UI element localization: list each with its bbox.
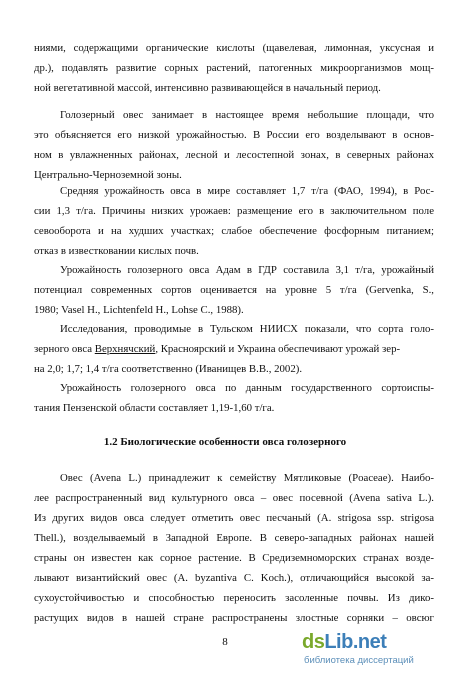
- text-fragment: , Красноярский и Украина обеспечивают урожай зер-: [155, 343, 401, 355]
- page-number: 8: [222, 636, 228, 648]
- text-line: Из других видов овса следует отметить овес песчаный (A. strigosa ssp. strigosa: [34, 512, 434, 524]
- watermark[interactable]: [302, 631, 448, 671]
- text-line: [34, 343, 434, 355]
- text-line: ниями, содержащими органические кислоты (щавелевая, лимонная, уксусная и: [34, 42, 434, 54]
- watermark-logo-lib: Lib.net: [324, 631, 387, 653]
- text-line: сии 1,3 т/га. Причины низких урожаев: размещение его в заключительном поле: [34, 205, 434, 217]
- watermark-logo-ds: ds: [302, 631, 325, 653]
- watermark-logo: [302, 631, 386, 654]
- text-line: Урожайность голозерного овса Адам в ГДР составила 3,1 т/га, урожайный: [60, 264, 434, 276]
- text-line: сухоустойчивостью и способностью переносить засоленные почвы. Из дико-: [34, 592, 434, 604]
- text-line: это объясняется его низкой урожайностью. В России его возделывают в основ-: [34, 129, 434, 141]
- text-line: растущих видов в нашей стране распространены злостные сорняки – овсюг: [34, 612, 434, 624]
- text-line: севооборота и на худших участках; слабое обеспечение фосфорным питанием;: [34, 225, 434, 237]
- text-line: на 2,0; 1,7; 1,4 т/га соответственно (Иванищев В.В., 2002).: [34, 363, 303, 375]
- text-line: потенциал современных сортов оценивается на уровне 5 т/га (Gervenka, S.,: [34, 284, 434, 296]
- text-line: др.), подавлять развитие сорных растений, патогенных микроорганизмов мощ-: [34, 62, 434, 74]
- text-line: Центрально-Черноземной зоны.: [34, 169, 182, 181]
- section-heading: 1.2 Биологические особенности овса голозерного: [103, 436, 347, 448]
- text-line: ной вегетативной массой, интенсивно развивающейся в начальный период.: [34, 82, 381, 94]
- text-line: 1980; Vasel H., Lichtenfeld H., Lohse C., 1988).: [34, 304, 244, 316]
- text-line: лывают византийский овес (A. byzantiva C. Koch.), отличающийся высокой за-: [34, 572, 434, 584]
- text-line: Средняя урожайность овса в мире составляет 1,7 т/га (ФАО, 1994), в Рос-: [60, 185, 434, 197]
- text-line: Урожайность голозерного овса по данным государственного сортоиспы-: [60, 382, 434, 394]
- text-line: Овес (Avena L.) принадлежит к семейству Мятликовые (Poaceae). Наибо-: [60, 472, 434, 484]
- text-line: лее распространенный вид культурного овса – овес посевной (Avena sativa L.).: [34, 492, 434, 504]
- text-line: отказ в известковании кислых почв.: [34, 245, 199, 257]
- text-line: тания Пензенской области составляет 1,19-1,60 т/га.: [34, 402, 275, 414]
- text-fragment: зерного овса: [34, 343, 93, 355]
- text-line: ном в увлажненных районах, лесной и лесостепной зонах, в северных районах: [34, 149, 434, 161]
- text-line: Голозерный овес занимает в настоящее время небольшие площади, что: [60, 109, 434, 121]
- text-line: Исследования, проводимые в Тульском НИИСХ показали, что сорта голо-: [60, 323, 434, 335]
- underlined-variety-name: Верхнячский: [94, 343, 156, 355]
- watermark-subtitle: библиотека диссертаций: [304, 655, 414, 666]
- text-line: страны он известен как сорное растение. В Средиземноморских странах возде-: [34, 552, 434, 564]
- text-line: Thell.), возделываемый в Западной Европе. В северо-западных районах нашей: [34, 532, 434, 544]
